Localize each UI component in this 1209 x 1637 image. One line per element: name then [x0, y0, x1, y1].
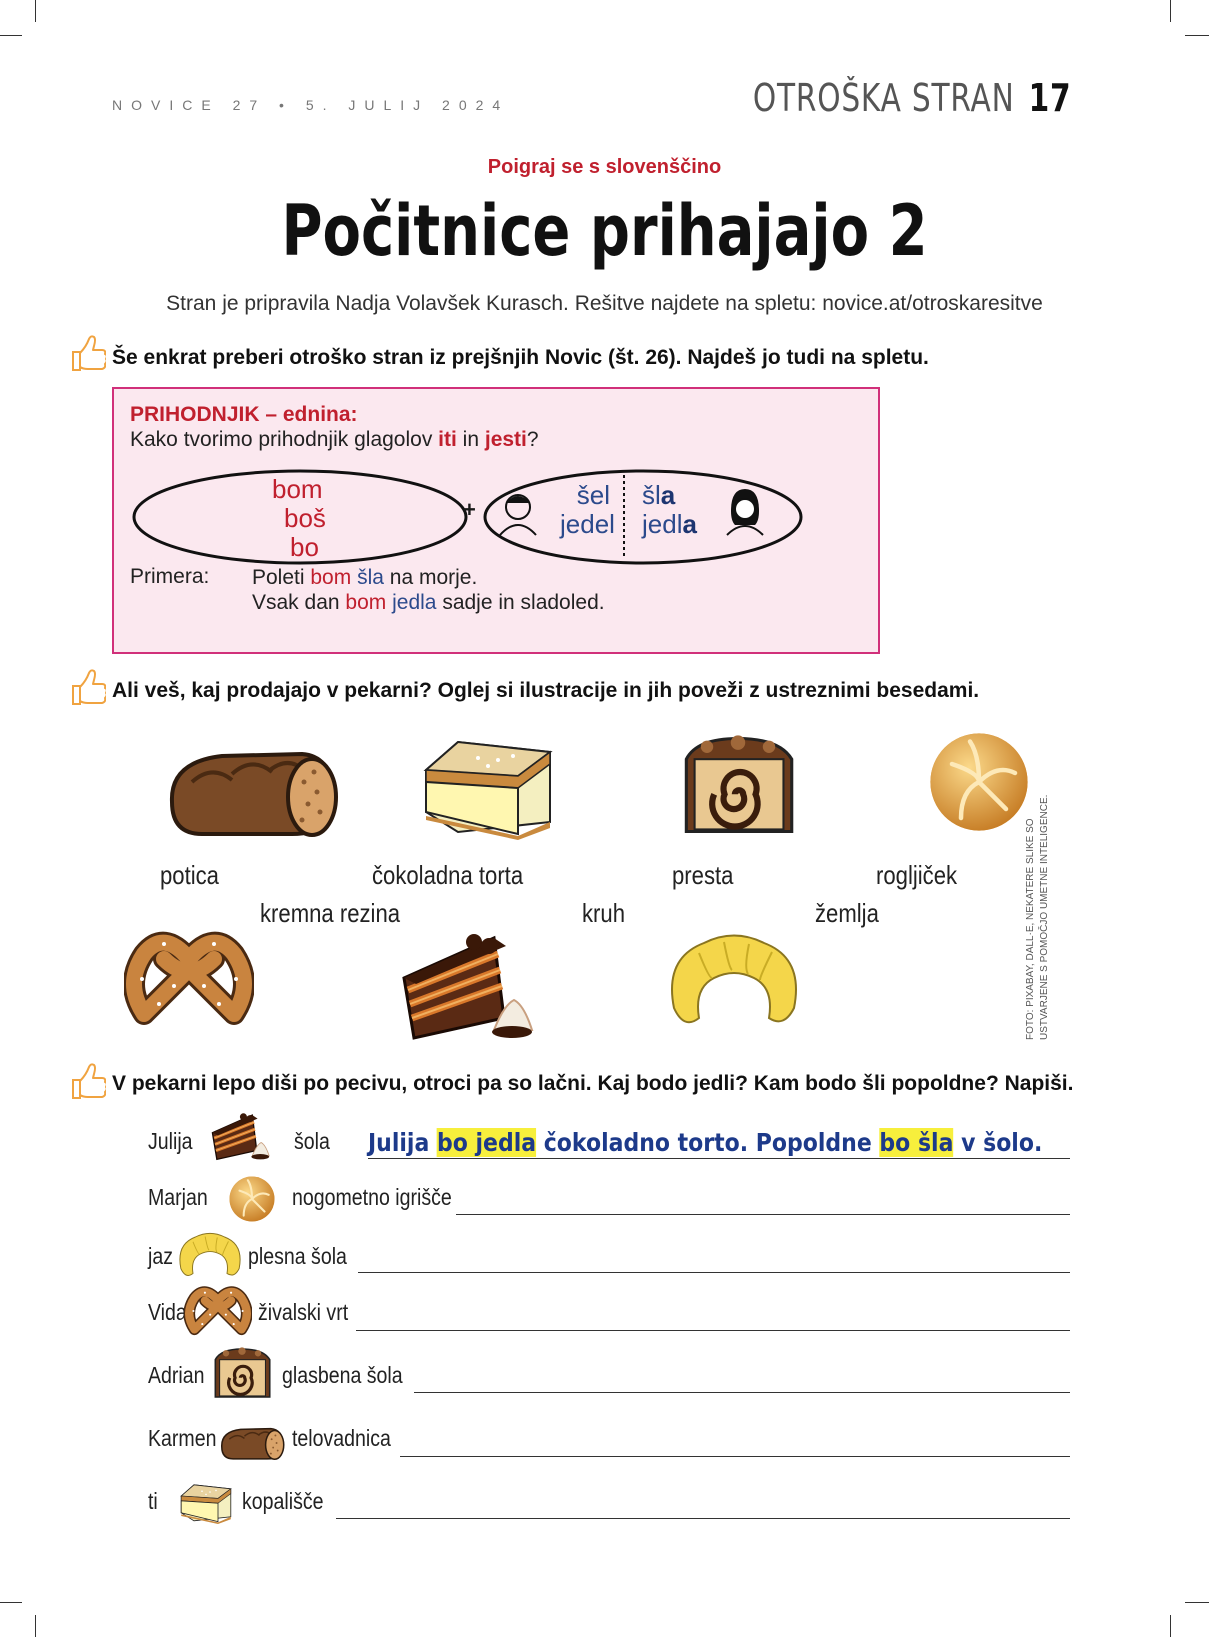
- photo-credit-line: FOTO: PIXABAY, DALL·E, NEKATERE SLIKE SO: [1025, 818, 1036, 1040]
- example-aux: bom: [310, 566, 352, 589]
- photo-credit: [1024, 795, 1052, 1040]
- example-2: [252, 590, 605, 615]
- word-kruh: kruh: [582, 898, 625, 928]
- feminine-ending: a: [682, 509, 697, 539]
- answer-line[interactable]: [356, 1330, 1070, 1331]
- row-name-vida: Vida: [148, 1299, 187, 1325]
- participle-jedla-stem: jedl: [642, 509, 683, 539]
- bread-loaf-icon: [162, 742, 342, 842]
- bread-roll-icon: [224, 1174, 280, 1224]
- answer-text: čokoladno torto. Popoldne: [536, 1128, 880, 1157]
- croissant-icon: [176, 1224, 244, 1284]
- crop-mark: [1170, 0, 1171, 22]
- author-credit: Stran je pripravila Nadja Volavšek Kurasch. Rešitve najdete na spletu: novice.at/otroskaresitve: [166, 292, 1043, 315]
- answer-line[interactable]: [368, 1158, 1070, 1159]
- crop-mark: [35, 0, 36, 22]
- kicker: Poigraj se s slovenščino: [487, 156, 722, 178]
- girl-face-icon: [723, 485, 767, 537]
- verb-jesti: jesti: [484, 428, 527, 451]
- answer-text: v šolo.: [953, 1128, 1043, 1157]
- verb-iti: iti: [438, 428, 457, 451]
- word-cokoladna-torta: čokoladna torta: [372, 860, 524, 890]
- grammar-heading: PRIHODNJIK – ednina:: [130, 403, 358, 426]
- row-place-kopalisce: kopališče: [242, 1488, 324, 1514]
- photo-credit-line: USTVARJENE S POMOČJO UMETNE INTELIGENCE.: [1039, 794, 1050, 1040]
- examples-label: Primera:: [130, 565, 210, 588]
- row-place-plesna-sola: plesna šola: [248, 1243, 347, 1269]
- answer-line[interactable]: [456, 1214, 1070, 1215]
- row-name-karmen: Karmen: [148, 1425, 217, 1451]
- crop-mark: [35, 1615, 36, 1637]
- example-participle: šla: [357, 566, 384, 589]
- grammar-box: [112, 387, 880, 654]
- word-kremna-rezina: kremna rezina: [260, 898, 401, 928]
- question-text: in: [456, 428, 485, 451]
- row-name-ti: ti: [148, 1488, 158, 1514]
- answer-highlight: bo šla: [879, 1128, 954, 1157]
- example-1: [252, 565, 605, 590]
- issue-info: NOVICE 27 • 5. JULIJ 2024: [112, 97, 510, 113]
- pretzel-icon: [124, 924, 254, 1034]
- crop-mark: [1185, 35, 1209, 36]
- row-name-adrian: Adrian: [148, 1362, 205, 1388]
- example-aux: bom: [345, 591, 387, 614]
- thumb-icon: [70, 668, 106, 708]
- question-text: ?: [526, 428, 539, 451]
- row-name-marjan: Marjan: [148, 1184, 208, 1210]
- participle-jedel: jedel: [560, 509, 615, 539]
- participle-sla-stem: šl: [642, 480, 661, 510]
- answer-line[interactable]: [358, 1272, 1070, 1273]
- crop-mark: [1170, 1615, 1171, 1637]
- bread-roll-icon: [920, 728, 1038, 836]
- cream-slice-icon: [418, 724, 558, 846]
- answer-line[interactable]: [414, 1392, 1070, 1393]
- example-answer: [368, 1128, 1042, 1157]
- participle-sel: šel: [576, 480, 610, 510]
- section-title: OTROŠKA STRAN: [752, 76, 1015, 120]
- feminine-ending: a: [660, 480, 676, 510]
- answer-highlight: bo jedla: [436, 1128, 537, 1157]
- row-place-sola: šola: [294, 1128, 330, 1154]
- boy-face-icon: [496, 485, 540, 537]
- answer-line[interactable]: [400, 1456, 1070, 1457]
- question-text: Kako tvorimo prihodnjik glagolov: [130, 428, 439, 451]
- page-title: Počitnice prihajajo 2: [281, 190, 928, 272]
- examples: [252, 565, 605, 615]
- word-presta: presta: [672, 860, 734, 890]
- row-place-zivalski-vrt: živalski vrt: [258, 1299, 349, 1325]
- example-text: Poleti: [252, 566, 311, 589]
- aux-bom: bom: [272, 474, 323, 504]
- word-potica: potica: [160, 860, 219, 890]
- crop-mark: [0, 35, 22, 36]
- bread-loaf-icon: [218, 1424, 286, 1462]
- section-header: [752, 76, 1071, 120]
- croissant-icon: [664, 918, 804, 1038]
- aux-bos: boš: [284, 503, 326, 533]
- word-zemlja: žemlja: [815, 898, 879, 928]
- potica-icon: [676, 722, 800, 848]
- row-name-jaz: jaz: [148, 1243, 173, 1269]
- thumb-icon: [70, 334, 106, 374]
- chocolate-cake-icon: [208, 1106, 270, 1164]
- task-3-instruction: V pekarni lepo diši po pecivu, otroci pa so lačni. Kaj bodo jedli? Kam bodo šli popoldne? Napiši.: [112, 1072, 1074, 1095]
- example-text: sadje in sladoled.: [436, 591, 605, 614]
- masc-participles: [560, 480, 615, 539]
- fem-participles: [642, 481, 697, 539]
- grammar-question: [130, 428, 539, 452]
- row-place-nogometno-igrisce: nogometno igrišče: [292, 1184, 452, 1210]
- task-1-instruction: Še enkrat preberi otroško stran iz prejšnjih Novic (št. 26). Najdeš jo tudi na spletu.: [112, 346, 929, 369]
- pretzel-icon: [184, 1282, 252, 1340]
- page-number: 17: [1028, 76, 1071, 120]
- thumb-icon: [70, 1062, 106, 1102]
- answer-text: Julija: [368, 1128, 437, 1157]
- cream-slice-icon: [178, 1478, 234, 1526]
- crop-mark: [0, 1602, 22, 1603]
- aux-bo: bo: [290, 532, 319, 562]
- plus-sign: +: [463, 497, 476, 522]
- crop-mark: [1185, 1602, 1209, 1603]
- row-name-julija: Julija: [148, 1128, 193, 1154]
- example-participle: jedla: [392, 591, 437, 614]
- task-2-instruction: Ali veš, kaj prodajajo v pekarni? Oglej si ilustracije in jih poveži z ustreznimi besedami.: [112, 679, 980, 702]
- example-text: na morje.: [383, 566, 478, 589]
- chocolate-cake-icon: [394, 918, 534, 1048]
- row-place-telovadnica: telovadnica: [292, 1425, 391, 1451]
- potica-icon: [210, 1342, 274, 1404]
- row-place-glasbena-sola: glasbena šola: [282, 1362, 403, 1388]
- word-rogljicek: rogljiček: [876, 860, 958, 890]
- aux-forms: [272, 475, 326, 562]
- example-text: Vsak dan: [252, 591, 346, 614]
- answer-line[interactable]: [336, 1518, 1070, 1519]
